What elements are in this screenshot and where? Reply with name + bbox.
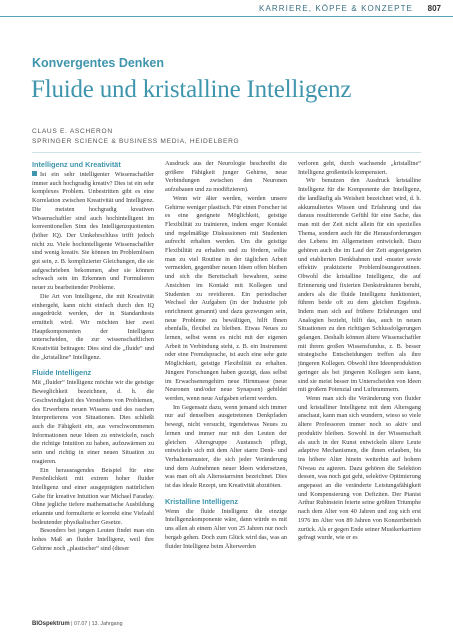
paragraph: Wenn man sich die Veränderung von fluider und kristalliner Intelligenz mit dem Altersgang anschaut, kann man sich wundern, wieso so viele ältere Professoren immer noch so aktiv und produktiv bleiben. Sowohl in der Wissenschaft als auch in der Kunst entwickeln ältere Leute adaptive Mechanismen, die ihnen erlauben, bis ins höhere Alter hinein weiterhin auf hohem Niveau zu agieren. Dazu gehören die Selektion dessen, was noch gut geht, selektive Optimierung angepasst an die veränderte Leistungsfähigkeit und Kompensierung von Defiziten. Der Pianist Arthur Rubinstein feierte seine größten Triumphe nach dem Alter von 40 Jahren und zog sich erst 1976 im Alter von 89 Jahren von Konzertbetrieb zurück. Als er gegen Ende seiner Musikerkarriere gefragt wurde, wie er es <box>298 394 421 542</box>
article-title: Fluide und kristalline Intelligenz <box>31 76 352 103</box>
article-kicker: Konvergentes Denken <box>32 56 164 70</box>
paragraph: Mit „fluider“ Intelligenz möchte wir die geistige Beweglichkeit bezeichnen, d. h. die Geschwindigkeit des Verstehens von Problemen, des Erwerbens neuen Wissens und des raschen Interpretierens von Situationen. Dies schließt auch die Fähigkeit ein, aus verschwommenen Informationen neue Ideen zu entwickeln, rasch die richtige Intuition zu haben, aufzuwärmen zu sein und richtig in einer neuen Situation zu reagieren. <box>32 379 154 465</box>
paragraph: Wenn die fluide Intelligenz die einzige Intelligenzkomponente wäre, dann würde es mit uns allen ab einem Alter von 25 Jahren nur noch bergab gehen. Doch zum Glück wird das, was an fluider Intelligenz beim Älterwerden <box>165 507 287 550</box>
author-affiliation: SPRINGER SCIENCE & BUSINESS MEDIA, HEIDELBERG <box>32 138 240 145</box>
page-number: 807 <box>427 4 441 13</box>
paragraph: Im Gegensatz dazu, wenn jemand sich immer nur auf denselben ausgetretenen Denkpfaden bewegt, nicht versucht, irgendetwas Neues zu lernen und immer nur mit den Leuten der gleichen Altersgruppe Austausch pflegt, entwickeln sich mit dem Alter starre Denk- und Verhaltensmuster, die sich jeder Veränderung und dem Aufnehmen neuer Ideen widersetzen, was man oft als Altersstarrsinn bezeichnet. Dies ist das ideale Rezept, um Kreativität abzutöten. <box>165 403 287 490</box>
issue-info: | 07.07 | 13. Jahrgang <box>71 621 123 627</box>
text-column-2 <box>165 160 287 592</box>
subheading-intelligence-creativity: Intelligenz und Kreativität <box>32 160 121 169</box>
journal-brand: BIOspektrum <box>32 621 70 627</box>
section-label: KARRIERE, KÖPFE & KONZEPTE <box>259 4 413 13</box>
paragraph: Besonders bei jungen Leuten findet man ein hohes Maß an fluider Intelligenz, weil ihre Gehirne noch „plastischer“ sind (dieser <box>32 527 154 552</box>
paragraph: Ein herausragendes Beispiel für eine Persönlichkeit mit extrem hoher fluider Intelligenz und einer ausgeprägten natürlichen Gabe für kreative Intuition war Michael Faraday. Ohne jegliche tiefere mathematische Ausbildung erkannte und formulierte er korrekt eine Vielzahl bedeutender physikalischer Gesetze. <box>32 466 154 526</box>
subheading-fluid-intelligence: Fluide Intelligenz <box>32 368 92 378</box>
author-name: CLAUS E. ASCHERON <box>32 128 113 135</box>
page-footer <box>32 621 123 627</box>
author-block <box>32 127 239 147</box>
paragraph: Wir benutzen den Ausdruck kristalline Intelligenz für die Komponente der Intelligenz, die landläufig als Weisheit bezeichnet wird, d. h. akkumuliertes Wissen und Erfahrung und das daraus resultierende Gefühl für eine Sache, das man mit der Zeit nicht allein für ein spezielles Thema, sondern auch für die Herausforderungen des Lebens im Allgemeinen entwickelt. Dazu gehören auch die im Lauf der Zeit angeeigneten und etablierten Denkbahnen und -muster sowie effektiv praktizierte Problemlösungsroutinen. Obwohl die kristalline Intelligenz, die auf Erinnerung und fixierten Denkstrukturen beruht, anders als die fluide Intelligenz funktioniert, führen beide oft zu dem gleichen Ergebnis. Indem man sich auf frühere Erfahrungen und Analogien bezieht, hilft das, auch in neuen Situationen zu den richtigen Schlussfolgerungen gelangen. Deshalb können ältere Wissenschaftler mit ihrem großen Wissensfundus, z. B. besser strategische Entscheidungen treffen als ihre jüngeren Kollegen. Obwohl ihre Ideenproduktion geringer als bei jüngeren Kollegen sein kann, sind sie meist besser im Unterscheiden von Ideen mit großem Potenzial und Luftnummern. <box>298 177 421 394</box>
subheading-crystalline-intelligence: Kristalline Intelligenz <box>165 496 238 506</box>
paragraph: Die Art von Intelligenz, die mit Kreativität einhergeht, kann nicht einfach durch den IQ ausgedrückt werden, der in Standardtests ermittelt wird. Wir möchten hier zwei Hauptkomponenten der Intelligenz unterscheiden, die zur wissenschaftlichen Kreativität beitragen: Dies sind die „fluide“ und die „kristalline“ Intelligenz. <box>32 292 154 361</box>
bullet-square-icon <box>32 171 37 176</box>
title-divider <box>32 152 421 153</box>
paragraph: Ist ein sehr intelligenter Wissenschaftler immer auch hochgradig kreativ? Dies ist ein sehr komplexes Problem. Unbestritten gibt es eine Korrelation zwischen Kreativität und Intelligenz. Die meisten hochgradig kreativen Wissenschaftler sind auch hochintelligent im konventionellen Sinn des Intelligenzquotienten (höher IQ). Der Umkehrschluss trifft jedoch nicht zu. Viele hochintelligente Wissenschaftler sind wenig kreativ. Sie können im Problemlösen gut sein, z. B. komplizierter Gleichungen, die sie aufgeschrieben bekommen, aber sie können schwach sein im Erkennen und Formulieren neuer zu bearbeitender Probleme. <box>32 171 154 292</box>
text-column-3 <box>298 160 421 592</box>
paragraph: verloren geht, durch wachsende „kristalline“ Intelligenz großenteils kompensiert. <box>298 160 421 176</box>
running-header <box>0 0 453 17</box>
text-column-1 <box>32 160 154 592</box>
header-rule <box>0 16 453 17</box>
paragraph: Ausdruck aus der Neurologie beschreibt die größere Fähigkeit junger Gehirne, neue Verbindungen zwischen den Neuronen aufzubauen und zu modifizieren). <box>165 160 287 194</box>
paragraph: Wenn wir älter werden, werden unsere Gehirne weniger plastisch. Für einen Forscher ist es eine geeignete Möglichkeit, geistige Flexibilität zu trainieren, indem enger Kontakt und regelmäßige Diskussionen mit Studenten aufrecht erhalten werden. Um die geistige Flexibilität zu erhalten und zu fördern, sollte man zu viel Routine in der täglichen Arbeit vermeiden, gegenüber neuen Ideen offen bleiben und sich die Bereitschaft bewahren, seine Ansichten im Kontakt mit Kollegen und Studenten zu revidieren. Ein periodischer Wechsel der Aufgaben (in der Industrie job enrichment genannt) und dazu gezwungen sein, neue Probleme zu bewältigen, hilft Ihnen ebenfalls, flexibel zu bleiben. Etwas Neues zu lernen, selbst wenn es nicht mit der eigenen Arbeit in Verbindung steht, z. B. ein Instrument oder eine Fremdsprache, ist auch eine sehr gute Möglichkeit, geistige Flexibilität zu erhalten. Jüngere Forschungen haben gezeigt, dass selbst im Erwachsenengehirn neue Hirnmasse (neue Neuronen und/oder neue Synapsen) gebildet werden, wenn neue Aufgaben erlernt werden. <box>165 194 287 402</box>
